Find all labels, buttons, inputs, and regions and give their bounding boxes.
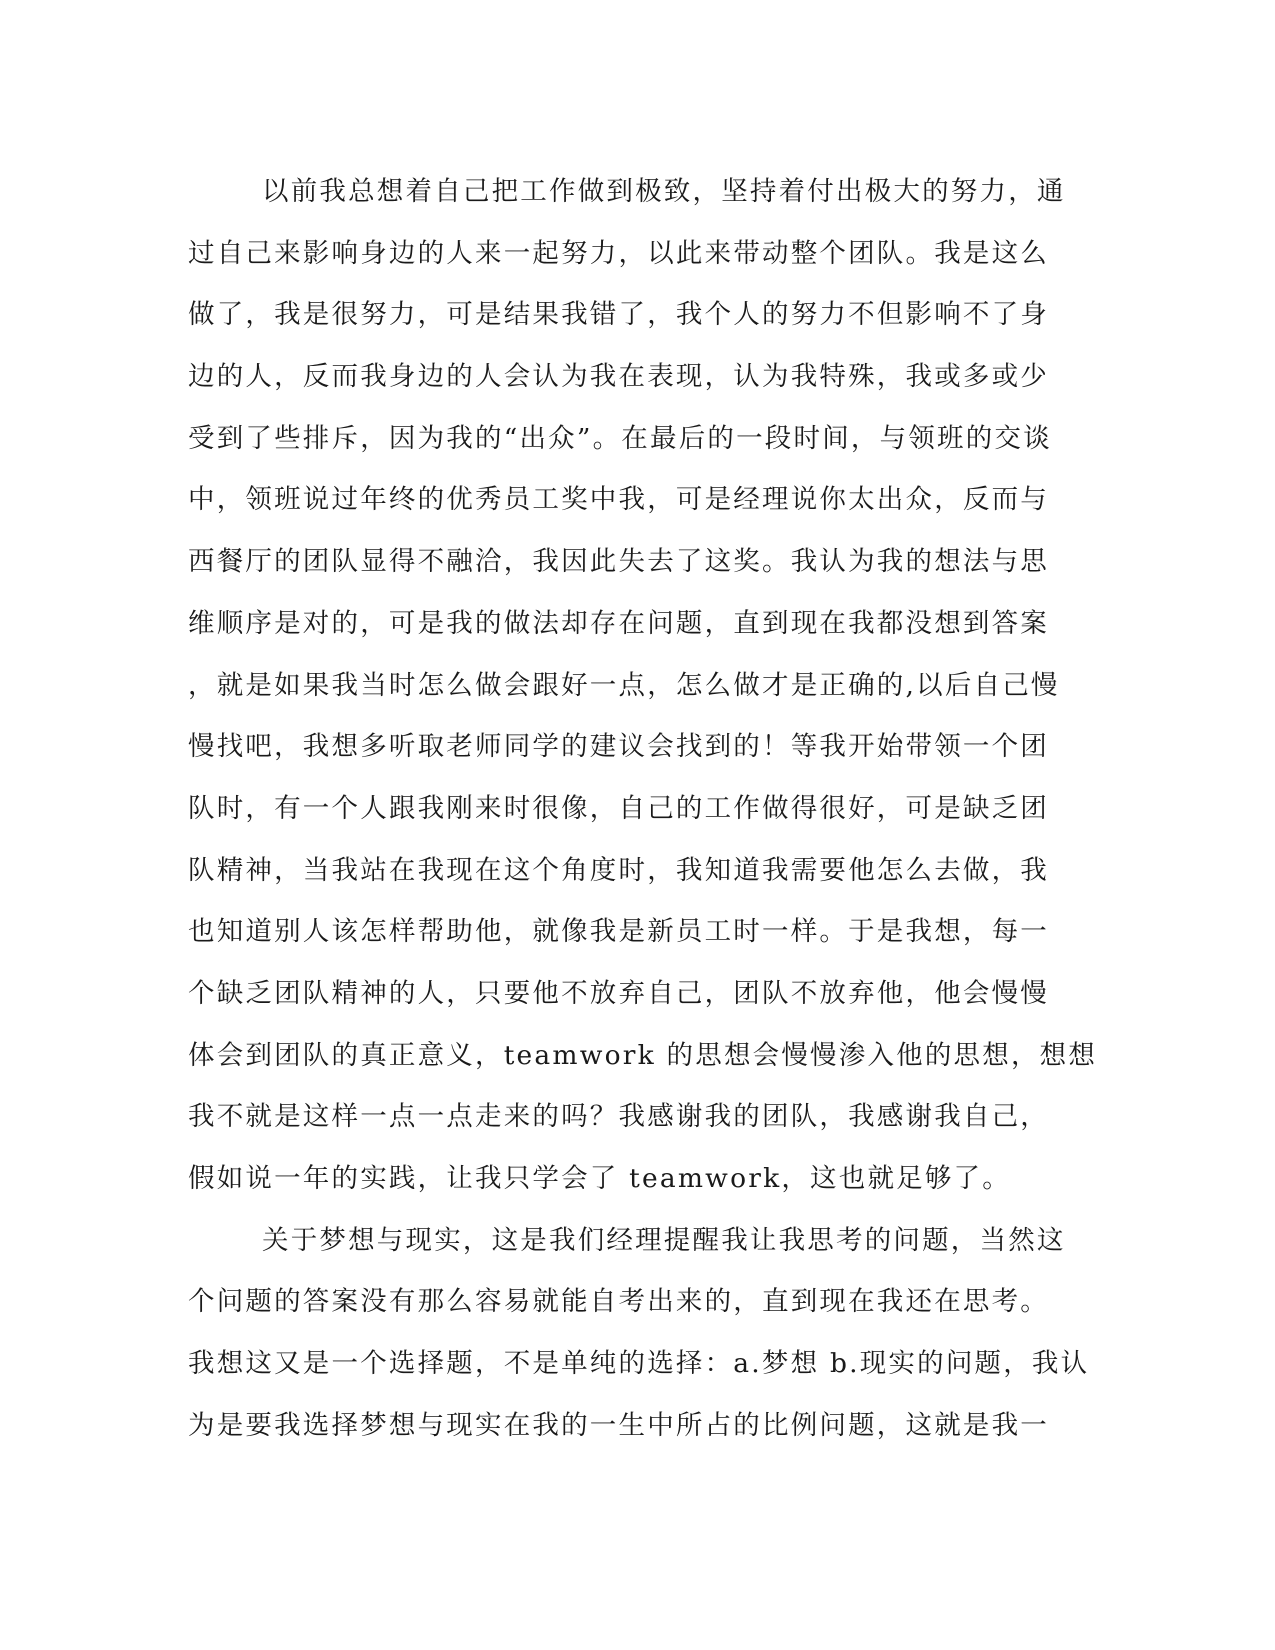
text-line: 个问题的答案没有那么容易就能自考出来的，直到现在我还在思考。 (188, 1286, 1049, 1318)
text-line: 假如说一年的实践，让我只学会了 teamwork，这也就足够了。 (188, 1163, 1011, 1194)
text-line: 中，领班说过年终的优秀员工奖中我，可是经理说你太出众，反而与 (188, 484, 1049, 516)
body-text (188, 161, 1098, 1456)
text-line: 个缺乏团队精神的人，只要他不放弃自己，团队不放弃他，他会慢慢 (188, 977, 1049, 1009)
text-line: 慢找吧，我想多听取老师同学的建议会找到的！等我开始带领一个团 (188, 731, 1049, 763)
text-line: ，就是如果我当时怎么做会跟好一点，怎么做才是正确的,以后自己慢 (188, 669, 1060, 701)
text-line: 西餐厅的团队显得不融洽，我因此失去了这奖。我认为我的想法与思 (188, 546, 1049, 578)
text-line: 受到了些排斥，因为我的“出众”。在最后的一段时间，与领班的交谈 (188, 422, 1052, 454)
text-line: 也知道别人该怎样帮助他，就像我是新员工时一样。于是我想，每一 (188, 916, 1049, 948)
text-line: 我想这又是一个选择题，不是单纯的选择：a.梦想 b.现实的问题，我认 (188, 1348, 1090, 1380)
text-line: 边的人，反而我身边的人会认为我在表现，认为我特殊，我或多或少 (188, 361, 1049, 393)
text-line: 做了，我是很努力，可是结果我错了，我个人的努力不但影响不了身 (188, 299, 1049, 331)
text-line: 过自己来影响身边的人来一起努力，以此来带动整个团队。我是这么 (188, 237, 1049, 269)
text-line: 队时，有一个人跟我刚来时很像，自己的工作做得很好，可是缺乏团 (188, 792, 1049, 824)
text-line: 维顺序是对的，可是我的做法却存在问题，直到现在我都没想到答案 (188, 607, 1049, 639)
text-line: 关于梦想与现实，这是我们经理提醒我让我思考的问题，当然这 (262, 1224, 1066, 1256)
text-line: 体会到团队的真正意义，teamwork 的思想会慢慢渗入他的思想，想想 (188, 1039, 1098, 1071)
text-line: 队精神，当我站在我现在这个角度时，我知道我需要他怎么去做，我 (188, 854, 1049, 886)
text-line: 以前我总想着自己把工作做到极致，坚持着付出极大的努力，通 (262, 176, 1066, 207)
text-line: 我不就是这样一点一点走来的吗？我感谢我的团队，我感谢我自己， (188, 1101, 1049, 1133)
text-line: 为是要我选择梦想与现实在我的一生中所占的比例问题，这就是我一 (188, 1409, 1049, 1441)
